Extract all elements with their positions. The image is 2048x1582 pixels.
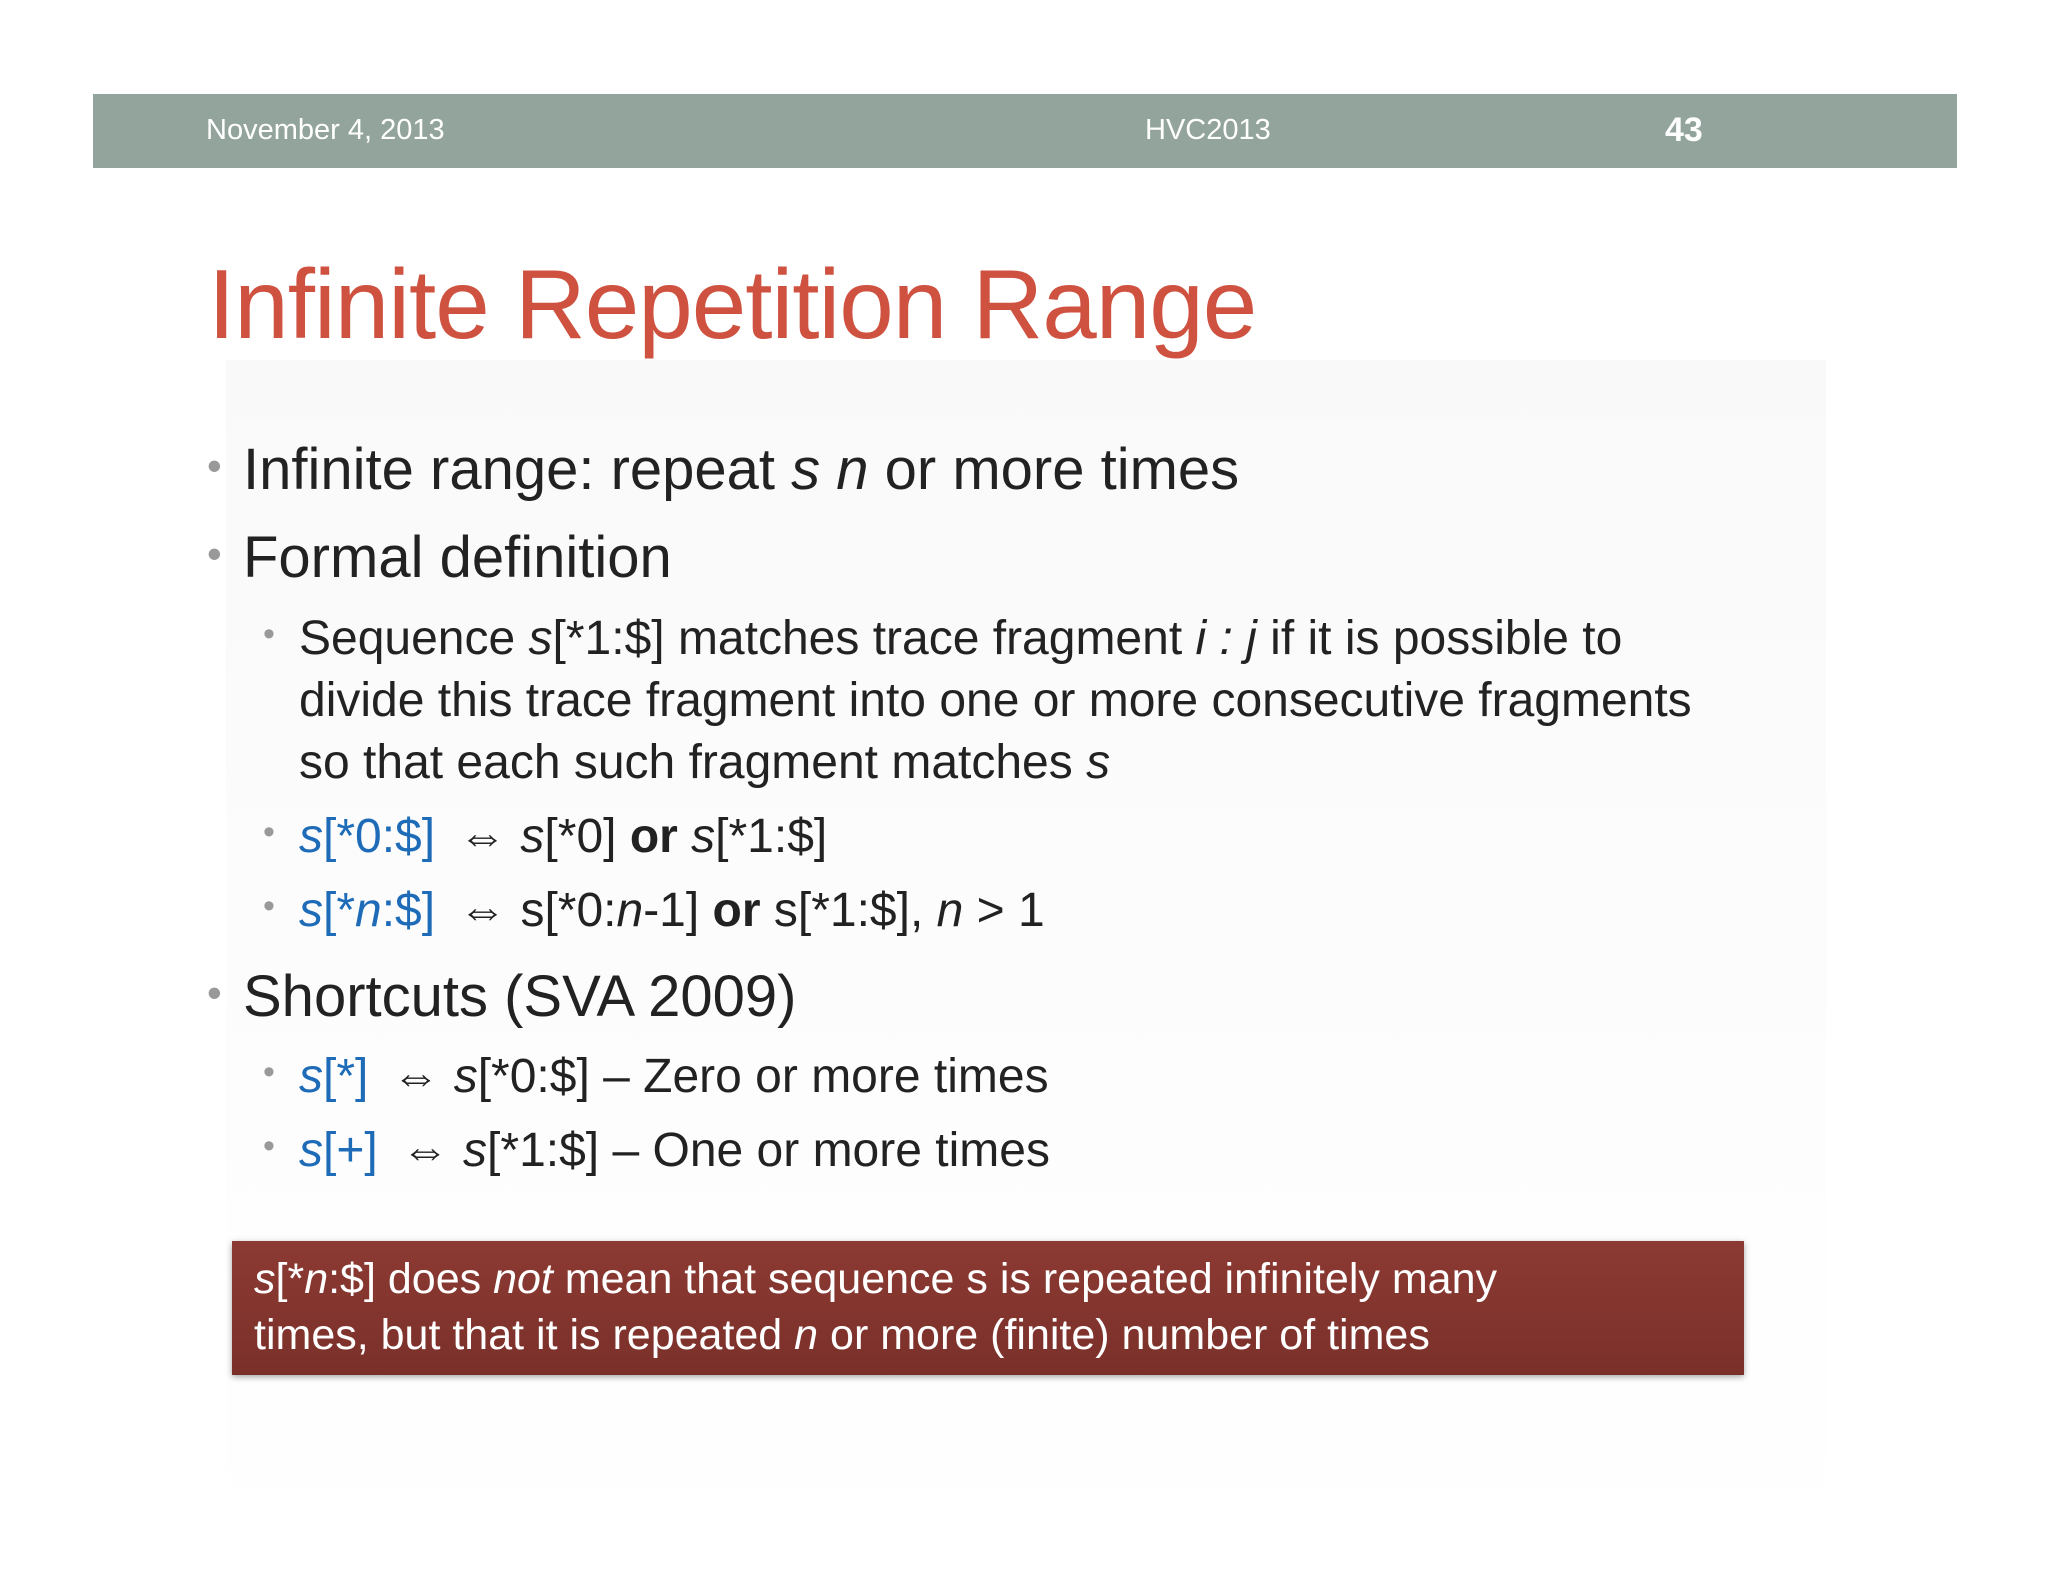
subbullet-s-plus: • s[+] ⇔ s[*1:$] – One or more times bbox=[263, 1124, 1050, 1177]
definition-line-2: divide this trace fragment into one or more consecutive fragments bbox=[299, 674, 1692, 727]
bullet-shortcuts: • Shortcuts (SVA 2009) bbox=[207, 964, 797, 1029]
equivalence-icon: ⇔ bbox=[458, 810, 507, 863]
subbullet-s-star-0: • s[*0:$] ⇔ s[*0] or s[*1:$] bbox=[263, 810, 828, 863]
definition-line-3: so that each such fragment matches s bbox=[299, 736, 1111, 789]
subbullet-s-star-n: • s[*n:$] ⇔ s[*0:n-1] or s[*1:$], n > 1 bbox=[263, 884, 1045, 937]
highlight-term: s[*n:$] bbox=[299, 884, 436, 937]
bullet-dot: • bbox=[207, 442, 222, 489]
equivalence-icon: ⇔ bbox=[458, 884, 507, 937]
bullet-dot: • bbox=[263, 813, 275, 851]
highlight-term: s[+] bbox=[299, 1124, 378, 1177]
bullet-dot: • bbox=[263, 1053, 275, 1091]
highlight-term: s[*] bbox=[299, 1050, 369, 1103]
bullet-dot: • bbox=[263, 887, 275, 925]
note-line-2: times, but that it is repeated n or more (finite) number of times bbox=[254, 1311, 1430, 1359]
subbullet-s-star: • s[*] ⇔ s[*0:$] – Zero or more times bbox=[263, 1050, 1049, 1103]
slide-date: November 4, 2013 bbox=[206, 114, 445, 146]
highlight-term: s[*0:$] bbox=[299, 810, 436, 863]
equivalence-icon: ⇔ bbox=[401, 1124, 450, 1177]
slide-header-bar bbox=[93, 94, 1957, 168]
equivalence-icon: ⇔ bbox=[391, 1050, 440, 1103]
conference-name: HVC2013 bbox=[1145, 114, 1271, 146]
bullet-dot: • bbox=[263, 615, 275, 653]
bullet-infinite-range: • Infinite range: repeat s n or more times bbox=[207, 437, 1240, 502]
page-number: 43 bbox=[1665, 111, 1703, 149]
bullet-dot: • bbox=[207, 969, 222, 1016]
bullet-dot: • bbox=[207, 530, 222, 577]
note-line-1: s[*n:$] does not mean that sequence s is repeated infinitely many bbox=[254, 1255, 1497, 1303]
slide-title: Infinite Repetition Range bbox=[208, 249, 1257, 359]
bullet-dot: • bbox=[263, 1127, 275, 1165]
bullet-formal-definition: • Formal definition bbox=[207, 525, 672, 590]
subbullet-sequence-definition: • Sequence s[*1:$] matches trace fragment i : j if it is possible to bbox=[263, 612, 1623, 665]
note-callout-box bbox=[232, 1241, 1744, 1375]
